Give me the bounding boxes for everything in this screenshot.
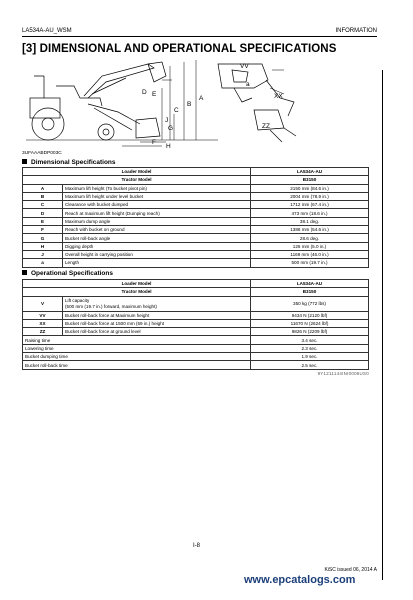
row-description: Reach at maximum lift height (Dumping reach) [63, 209, 251, 217]
page-number: I-8 [193, 543, 201, 549]
lift-capacity-label: Lift capacity [65, 298, 90, 304]
row-symbol: V [23, 296, 63, 311]
dim-label-j: J [165, 117, 169, 124]
row-symbol: E [23, 217, 63, 225]
table-row [23, 353, 369, 361]
table-row [23, 288, 369, 296]
dim-label-small-a: a [246, 81, 250, 88]
row-description: Bucket roll-back force at ground level [63, 328, 251, 336]
loader-model-label: Loader Model [23, 280, 251, 288]
table-row [23, 328, 369, 336]
dim-label-f: F [152, 139, 156, 146]
tractor-model-value: B3150 [251, 176, 369, 184]
tractor-model-value: B3150 [251, 288, 369, 296]
table-row [23, 192, 369, 200]
row-value: 9434 N (2120 lbf) [251, 311, 369, 319]
dim-label-vv: VV [240, 63, 249, 70]
row-symbol: B [23, 192, 63, 200]
table-row [23, 361, 369, 369]
row-symbol: A [23, 184, 63, 192]
dimensional-table [22, 167, 369, 268]
dim-label-b: B [187, 101, 192, 108]
row-symbol: a [23, 259, 63, 267]
row-symbol: VV [23, 311, 63, 319]
table-row [23, 209, 369, 217]
dimensional-heading-text: Dimensional Specifications [31, 159, 116, 166]
row-description: Digging depth [63, 242, 251, 250]
table-row [23, 280, 369, 288]
row-value: 2.5 sec. [251, 361, 369, 369]
row-description: Bucket roll-back angle [63, 234, 251, 242]
row-description: Bucket roll-back force at Maximum height [63, 311, 251, 319]
row-value: 11670 N (2624 lbf) [251, 319, 369, 327]
row-value: 9826 N (2209 lbf) [251, 328, 369, 336]
row-value: 473 mm (18.6 in.) [251, 209, 369, 217]
row-value: 38.1 deg. [251, 217, 369, 225]
row-value: 2150 mm (84.6 in.) [251, 184, 369, 192]
row-description: Reach with bucket on ground [63, 226, 251, 234]
row-description: Bucket dumping time [23, 353, 251, 361]
table-row [23, 234, 369, 242]
row-value: 1712 mm (67.4 in.) [251, 201, 369, 209]
row-description: Bucket roll-back force at 1500 mm (59 in.) height [63, 319, 251, 327]
bullet-square-icon [22, 270, 27, 275]
loader-model-value: LA534A-AU [251, 280, 369, 288]
row-description [63, 296, 251, 311]
right-margin-rule [382, 70, 383, 580]
row-symbol: G [23, 234, 63, 242]
operational-table [22, 279, 369, 370]
row-value: 3.4 sec. [251, 336, 369, 344]
table-row [23, 311, 369, 319]
row-symbol: C [23, 201, 63, 209]
row-description: Length [63, 259, 251, 267]
document-number: 9Y1211144INI0006US0 [317, 371, 369, 376]
loader-dimension-figure [22, 58, 382, 148]
table-row [23, 344, 369, 352]
row-description: Overall height in carrying position [63, 250, 251, 258]
dim-label-g: G [168, 125, 174, 132]
table-row [23, 217, 369, 225]
tractor-model-label: Tractor Model [23, 288, 251, 296]
tractor-model-label: Tractor Model [23, 176, 251, 184]
row-description: Maximum lift height under level bucket [63, 192, 251, 200]
dim-label-a: A [199, 95, 204, 102]
figure-caption: 3UFAAABDP003C [22, 151, 62, 156]
row-symbol: XX [23, 319, 63, 327]
row-symbol: D [23, 209, 63, 217]
table-row [23, 168, 369, 176]
loader-model-value: LA534A-AU [251, 168, 369, 176]
row-description: Maximum dump angle [63, 217, 251, 225]
dimensional-heading [22, 159, 116, 166]
dim-label-h: H [166, 143, 171, 148]
row-description: Raising time [23, 336, 251, 344]
table-row [23, 176, 369, 184]
dim-label-c: C [174, 107, 179, 114]
header-rule [22, 36, 377, 37]
table-row [23, 201, 369, 209]
table-row [23, 319, 369, 327]
operational-heading-text: Operational Specifications [31, 270, 113, 277]
row-value: 2.3 sec. [251, 344, 369, 352]
table-row [23, 242, 369, 250]
table-row [23, 259, 369, 267]
row-value: 1169 mm (46.0 in.) [251, 250, 369, 258]
header-section: INFORMATION [335, 28, 377, 34]
issued-note: KiSC issued 06, 2014 A [324, 567, 377, 573]
table-row [23, 184, 369, 192]
table-row [23, 336, 369, 344]
row-value: 350 kg (772 lbs) [251, 296, 369, 311]
row-value: 1386 mm (54.6 in.) [251, 226, 369, 234]
table-row [23, 250, 369, 258]
row-symbol: F [23, 226, 63, 234]
dim-label-e: E [152, 91, 157, 98]
row-value: 1.9 sec. [251, 353, 369, 361]
row-description: Bucket roll-back time [23, 361, 251, 369]
row-value: 126 mm (5.0 in.) [251, 242, 369, 250]
loader-model-label: Loader Model [23, 168, 251, 176]
lift-capacity-note: (500 mm (19.7 in.) forward, maximum height) [65, 303, 157, 309]
row-value: 500 mm (19.7 in.) [251, 259, 369, 267]
dim-label-zz: ZZ [262, 123, 270, 130]
row-description: Clearance with bucket dumped [63, 201, 251, 209]
dim-label-xx: XX [274, 93, 283, 100]
operational-heading [22, 270, 113, 277]
row-symbol: ZZ [23, 328, 63, 336]
row-value: 28.6 deg. [251, 234, 369, 242]
page-title: [3] DIMENSIONAL AND OPERATIONAL SPECIFICATIONS [22, 43, 337, 55]
row-description: Lowering time [23, 344, 251, 352]
table-row [23, 296, 369, 311]
row-symbol: H [23, 242, 63, 250]
dim-label-d: D [142, 89, 147, 96]
row-description: Maximum lift height (To bucket pivot pin) [63, 184, 251, 192]
bullet-square-icon [22, 159, 27, 164]
row-value: 2004 mm (78.9 in.) [251, 192, 369, 200]
header-doc-code: LA534A-AU_WSM [22, 28, 72, 34]
row-symbol: J [23, 250, 63, 258]
watermark: www.epcatalogs.com [244, 574, 356, 586]
table-row [23, 226, 369, 234]
